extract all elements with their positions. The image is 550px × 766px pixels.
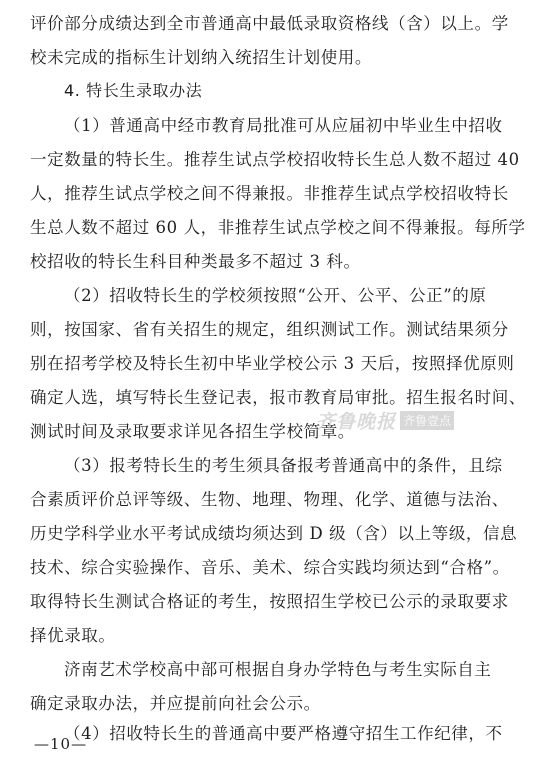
text-line: 确定人选，填写特长生登记表，报市教育局审批。招生报名时间、 <box>30 388 526 407</box>
section-heading: 4. 特长生录取办法 <box>64 81 203 100</box>
text-line: 评价部分成绩达到全市普通高中最低录取资格线（含）以上。学 <box>30 14 509 33</box>
text-line: 确定录取办法，并应提前向社会公示。 <box>30 694 321 713</box>
text-line: 济南艺术学校高中部可根据自身办学特色与考生实际自主 <box>64 660 492 679</box>
watermark-badge: 齐鲁壹点 <box>400 411 454 430</box>
text-line: （1）普通高中经市教育局批准可从应届初中毕业生中招收 <box>64 116 503 135</box>
text-line: 一定数量的特长生。推荐生试点学校招收特长生总人数不超过 40 <box>30 150 520 169</box>
text-line: 生总人数不超过 60 人，非推荐生试点学校之间不得兼报。每所学 <box>30 218 526 237</box>
text-line: 测试时间及录取要求详见各招生学校简章。 <box>30 422 355 441</box>
text-line: 则，按国家、省有关招生的规定，组织测试工作。测试结果须分 <box>30 320 509 339</box>
text-line: 别在招考学校及特长生初中毕业学校公示 3 天后，按照择优原则 <box>30 354 515 373</box>
text-line: 校未完成的指标生计划纳入统招生计划使用。 <box>30 48 372 67</box>
text-line: （2）招收特长生的学校须按照“公开、公平、公正”的原 <box>64 286 487 305</box>
text-line: 校招收的特长生科目种类最多不超过 3 科。 <box>30 252 361 271</box>
watermark-logo: 齐鲁晚报 <box>316 410 397 433</box>
text-line: 择优录取。 <box>30 626 116 645</box>
text-line: （3）报考特长生的考生须具备报考普通高中的条件，且综 <box>64 456 503 475</box>
text-line: 技术、综合实验操作、音乐、美术、综合实践均须达到“合格”。 <box>30 558 510 577</box>
text-line: 人，推荐生试点学校之间不得兼报。非推荐生试点学校招收特长 <box>30 184 509 203</box>
text-line: （4）招收特长生的普通高中要严格遵守招生工作纪律，不 <box>64 724 503 743</box>
text-line: 合素质评价总评等级、生物、地理、物理、化学、道德与法治、 <box>30 490 509 509</box>
text-line: 取得特长生测试合格证的考生，按照招生学校已公示的录取要求 <box>30 592 509 611</box>
text-line: 历史学科学业水平考试成绩均须达到 D 级（含）以上等级，信息 <box>30 524 518 543</box>
page-number: —10— <box>34 735 88 753</box>
